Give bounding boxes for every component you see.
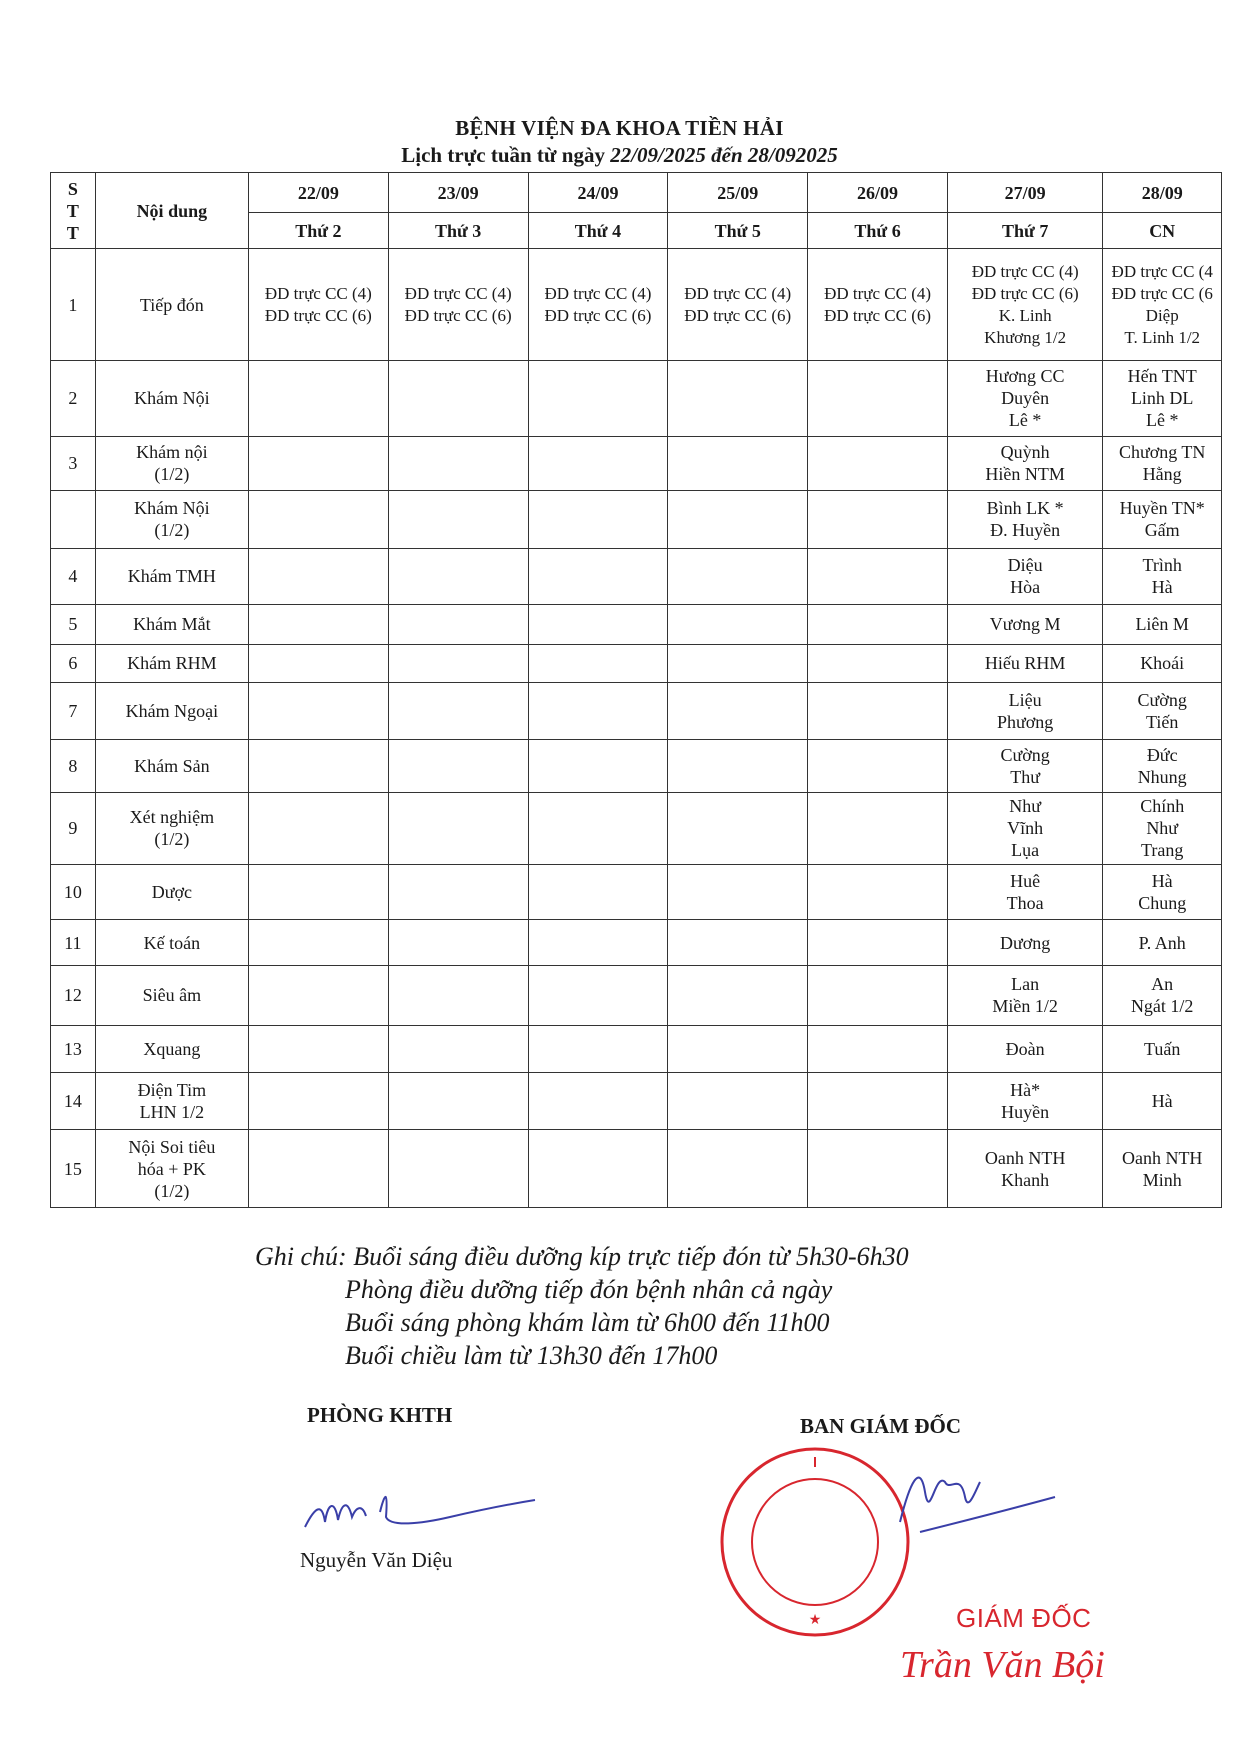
duty-cell bbox=[668, 792, 808, 864]
day-weekday-header: Thứ 7 bbox=[947, 213, 1102, 249]
stt-cell: 10 bbox=[51, 864, 96, 919]
stt-cell: 9 bbox=[51, 792, 96, 864]
duty-cell bbox=[808, 864, 948, 919]
director-board-label: BAN GIÁM ĐỐC bbox=[800, 1414, 961, 1438]
duty-cell: Hà Chung bbox=[1103, 864, 1222, 919]
day-date-header: 22/09 bbox=[248, 173, 388, 213]
table-row bbox=[51, 1025, 1222, 1072]
duty-cell bbox=[808, 1025, 948, 1072]
duty-cell bbox=[248, 644, 388, 682]
duty-cell: Hiếu RHM bbox=[947, 644, 1102, 682]
duty-cell bbox=[528, 792, 668, 864]
duty-cell bbox=[528, 548, 668, 604]
khth-signature bbox=[300, 1472, 540, 1542]
table-row bbox=[51, 1073, 1222, 1130]
table-row bbox=[51, 490, 1222, 548]
duty-cell: Huê Thoa bbox=[947, 864, 1102, 919]
duty-cell bbox=[388, 792, 528, 864]
table-row bbox=[51, 792, 1222, 864]
duty-cell: Vương M bbox=[947, 604, 1102, 644]
duty-cell: P. Anh bbox=[1103, 919, 1222, 965]
director-signature bbox=[880, 1452, 1060, 1542]
duty-cell bbox=[668, 682, 808, 739]
notes bbox=[255, 1240, 909, 1372]
table-row bbox=[51, 919, 1222, 965]
table-row bbox=[51, 1130, 1222, 1208]
duty-cell bbox=[528, 919, 668, 965]
content-cell: Khám Nội bbox=[95, 361, 248, 437]
subtitle-dates: 22/09/2025 đến 28/092025 bbox=[610, 143, 838, 167]
khth-label: PHÒNG KHTH bbox=[307, 1403, 453, 1427]
duty-cell bbox=[248, 919, 388, 965]
duty-cell bbox=[388, 604, 528, 644]
duty-cell bbox=[668, 436, 808, 490]
duty-cell: Oanh NTH Minh bbox=[1103, 1130, 1222, 1208]
duty-cell bbox=[248, 682, 388, 739]
duty-cell bbox=[248, 739, 388, 792]
day-weekday-header: Thứ 6 bbox=[808, 213, 948, 249]
duty-cell: Đoàn bbox=[947, 1025, 1102, 1072]
duty-cell bbox=[528, 604, 668, 644]
stt-cell: 8 bbox=[51, 739, 96, 792]
duty-cell bbox=[388, 436, 528, 490]
duty-cell bbox=[668, 1073, 808, 1130]
stt-cell: 2 bbox=[51, 361, 96, 437]
duty-cell bbox=[808, 361, 948, 437]
duty-cell: Dương bbox=[947, 919, 1102, 965]
table-row bbox=[51, 644, 1222, 682]
duty-cell: Hà bbox=[1103, 1073, 1222, 1130]
duty-cell: Hương CC Duyên Lê * bbox=[947, 361, 1102, 437]
duty-cell bbox=[808, 436, 948, 490]
content-cell: Khám TMH bbox=[95, 548, 248, 604]
duty-cell bbox=[808, 604, 948, 644]
duty-cell bbox=[528, 644, 668, 682]
duty-cell bbox=[528, 1025, 668, 1072]
duty-cell bbox=[388, 919, 528, 965]
duty-cell: Chính Như Trang bbox=[1103, 792, 1222, 864]
duty-cell bbox=[668, 864, 808, 919]
stt-cell: 4 bbox=[51, 548, 96, 604]
duty-cell: Như Vĩnh Lụa bbox=[947, 792, 1102, 864]
duty-schedule-table bbox=[50, 172, 1222, 1208]
note-line: Ghi chú: Buổi sáng điều dưỡng kíp trực tiếp đón từ 5h30-6h30 bbox=[255, 1242, 909, 1271]
khth-signer-name: Nguyễn Văn Diệu bbox=[300, 1548, 453, 1572]
duty-cell: Liên M bbox=[1103, 604, 1222, 644]
duty-cell bbox=[528, 361, 668, 437]
duty-cell bbox=[248, 1130, 388, 1208]
duty-cell bbox=[248, 361, 388, 437]
duty-cell bbox=[808, 490, 948, 548]
day-weekday-header: CN bbox=[1103, 213, 1222, 249]
stt-cell: 12 bbox=[51, 966, 96, 1025]
day-weekday-header: Thứ 5 bbox=[668, 213, 808, 249]
duty-cell bbox=[388, 864, 528, 919]
duty-cell bbox=[808, 682, 948, 739]
duty-cell bbox=[668, 919, 808, 965]
duty-cell: Cường Thư bbox=[947, 739, 1102, 792]
duty-cell: Diệu Hòa bbox=[947, 548, 1102, 604]
note-line: Buổi chiều làm từ 13h30 đến 17h00 bbox=[345, 1341, 718, 1370]
director-name: Trần Văn Bội bbox=[900, 1644, 1105, 1686]
day-date-header: 27/09 bbox=[947, 173, 1102, 213]
duty-cell bbox=[388, 682, 528, 739]
table-row bbox=[51, 436, 1222, 490]
content-cell: Điện Tim LHN 1/2 bbox=[95, 1073, 248, 1130]
content-cell: Khám Sản bbox=[95, 739, 248, 792]
day-date-header: 24/09 bbox=[528, 173, 668, 213]
duty-cell bbox=[808, 548, 948, 604]
duty-cell bbox=[388, 548, 528, 604]
day-date-header: 28/09 bbox=[1103, 173, 1222, 213]
stt-cell: 15 bbox=[51, 1130, 96, 1208]
director-title: GIÁM ĐỐC bbox=[956, 1603, 1092, 1633]
content-cell: Khám RHM bbox=[95, 644, 248, 682]
duty-cell bbox=[528, 682, 668, 739]
stt-cell bbox=[51, 490, 96, 548]
duty-cell bbox=[388, 966, 528, 1025]
stt-cell: 7 bbox=[51, 682, 96, 739]
duty-cell: ĐD trực CC (4) ĐD trực CC (6) K. Linh Khương 1/2 bbox=[947, 249, 1102, 361]
duty-cell bbox=[248, 864, 388, 919]
duty-cell: Đức Nhung bbox=[1103, 739, 1222, 792]
duty-cell: Hến TNT Linh DL Lê * bbox=[1103, 361, 1222, 437]
duty-cell bbox=[668, 361, 808, 437]
duty-cell bbox=[668, 644, 808, 682]
duty-cell bbox=[808, 792, 948, 864]
duty-cell bbox=[528, 864, 668, 919]
table-row bbox=[51, 966, 1222, 1025]
duty-cell: Bình LK * Đ. Huyền bbox=[947, 490, 1102, 548]
duty-cell bbox=[528, 1073, 668, 1130]
duty-cell: Trình Hà bbox=[1103, 548, 1222, 604]
duty-cell bbox=[808, 644, 948, 682]
day-date-header: 23/09 bbox=[388, 173, 528, 213]
content-cell: Tiếp đón bbox=[95, 249, 248, 361]
stt-cell: 1 bbox=[51, 249, 96, 361]
duty-cell: ĐD trực CC (4) ĐD trực CC (6) bbox=[388, 249, 528, 361]
duty-cell: ĐD trực CC (4 ĐD trực CC (6 Diệp T. Linh 1/2 bbox=[1103, 249, 1222, 361]
content-cell: Khám Ngoại bbox=[95, 682, 248, 739]
duty-cell bbox=[528, 966, 668, 1025]
duty-cell bbox=[388, 361, 528, 437]
content-cell: Nội Soi tiêu hóa + PK (1/2) bbox=[95, 1130, 248, 1208]
table-row bbox=[51, 249, 1222, 361]
duty-cell bbox=[668, 739, 808, 792]
day-weekday-header: Thứ 2 bbox=[248, 213, 388, 249]
duty-cell: ĐD trực CC (4) ĐD trực CC (6) bbox=[808, 249, 948, 361]
table-row bbox=[51, 739, 1222, 792]
duty-cell bbox=[388, 644, 528, 682]
duty-cell bbox=[388, 1025, 528, 1072]
duty-cell bbox=[248, 1025, 388, 1072]
duty-cell bbox=[248, 966, 388, 1025]
duty-cell bbox=[808, 739, 948, 792]
duty-cell bbox=[248, 548, 388, 604]
schedule-subtitle bbox=[0, 143, 1239, 168]
duty-cell bbox=[528, 490, 668, 548]
duty-cell bbox=[808, 919, 948, 965]
duty-cell bbox=[668, 490, 808, 548]
stt-cell: 6 bbox=[51, 644, 96, 682]
duty-cell bbox=[248, 604, 388, 644]
table-row bbox=[51, 361, 1222, 437]
table-row bbox=[51, 604, 1222, 644]
duty-cell: ĐD trực CC (4) ĐD trực CC (6) bbox=[668, 249, 808, 361]
duty-cell: Huyền TN* Gấm bbox=[1103, 490, 1222, 548]
stt-header: S T T bbox=[51, 173, 96, 249]
stt-cell: 5 bbox=[51, 604, 96, 644]
stt-cell: 3 bbox=[51, 436, 96, 490]
table-row bbox=[51, 548, 1222, 604]
note-line: Phòng điều dưỡng tiếp đón bệnh nhân cả ngày bbox=[345, 1275, 833, 1304]
day-date-header: 26/09 bbox=[808, 173, 948, 213]
table-row bbox=[51, 864, 1222, 919]
duty-cell: Liệu Phương bbox=[947, 682, 1102, 739]
content-cell: Khám Nội (1/2) bbox=[95, 490, 248, 548]
duty-cell bbox=[808, 1073, 948, 1130]
content-cell: Khám Mắt bbox=[95, 604, 248, 644]
svg-text:★: ★ bbox=[808, 1613, 822, 1628]
duty-cell bbox=[248, 1073, 388, 1130]
duty-cell bbox=[388, 1073, 528, 1130]
duty-cell bbox=[668, 1025, 808, 1072]
duty-cell: Chương TN Hằng bbox=[1103, 436, 1222, 490]
duty-cell: Lan Miền 1/2 bbox=[947, 966, 1102, 1025]
duty-cell bbox=[808, 966, 948, 1025]
duty-cell bbox=[248, 792, 388, 864]
day-date-header: 25/09 bbox=[668, 173, 808, 213]
content-cell: Xquang bbox=[95, 1025, 248, 1072]
duty-cell bbox=[388, 1130, 528, 1208]
duty-cell bbox=[668, 548, 808, 604]
content-cell: Siêu âm bbox=[95, 966, 248, 1025]
subtitle-prefix: Lịch trực tuần từ ngày bbox=[401, 143, 611, 167]
duty-cell bbox=[528, 739, 668, 792]
stt-cell: 11 bbox=[51, 919, 96, 965]
note-line: Buổi sáng phòng khám làm từ 6h00 đến 11h00 bbox=[345, 1308, 830, 1337]
duty-cell bbox=[388, 490, 528, 548]
hospital-title: BỆNH VIỆN ĐA KHOA TIỀN HẢI bbox=[455, 116, 784, 140]
duty-cell bbox=[528, 1130, 668, 1208]
content-cell: Xét nghiệm (1/2) bbox=[95, 792, 248, 864]
duty-cell: ĐD trực CC (4) ĐD trực CC (6) bbox=[528, 249, 668, 361]
day-weekday-header: Thứ 4 bbox=[528, 213, 668, 249]
duty-cell: Oanh NTH Khanh bbox=[947, 1130, 1102, 1208]
duty-cell: Quỳnh Hiền NTM bbox=[947, 436, 1102, 490]
duty-cell bbox=[528, 436, 668, 490]
duty-cell: Hà* Huyền bbox=[947, 1073, 1102, 1130]
content-cell: Khám nội (1/2) bbox=[95, 436, 248, 490]
stt-cell: 13 bbox=[51, 1025, 96, 1072]
stt-cell: 14 bbox=[51, 1073, 96, 1130]
table-row bbox=[51, 682, 1222, 739]
duty-cell bbox=[248, 436, 388, 490]
day-weekday-header: Thứ 3 bbox=[388, 213, 528, 249]
content-cell: Dược bbox=[95, 864, 248, 919]
duty-cell: Tuấn bbox=[1103, 1025, 1222, 1072]
duty-cell bbox=[668, 604, 808, 644]
duty-cell bbox=[808, 1130, 948, 1208]
duty-cell: Cường Tiến bbox=[1103, 682, 1222, 739]
duty-cell bbox=[388, 739, 528, 792]
duty-cell bbox=[668, 966, 808, 1025]
duty-cell bbox=[248, 490, 388, 548]
content-cell: Kế toán bbox=[95, 919, 248, 965]
duty-cell: ĐD trực CC (4) ĐD trực CC (6) bbox=[248, 249, 388, 361]
duty-cell: Khoái bbox=[1103, 644, 1222, 682]
duty-cell: An Ngát 1/2 bbox=[1103, 966, 1222, 1025]
duty-cell bbox=[668, 1130, 808, 1208]
content-header: Nội dung bbox=[95, 173, 248, 249]
